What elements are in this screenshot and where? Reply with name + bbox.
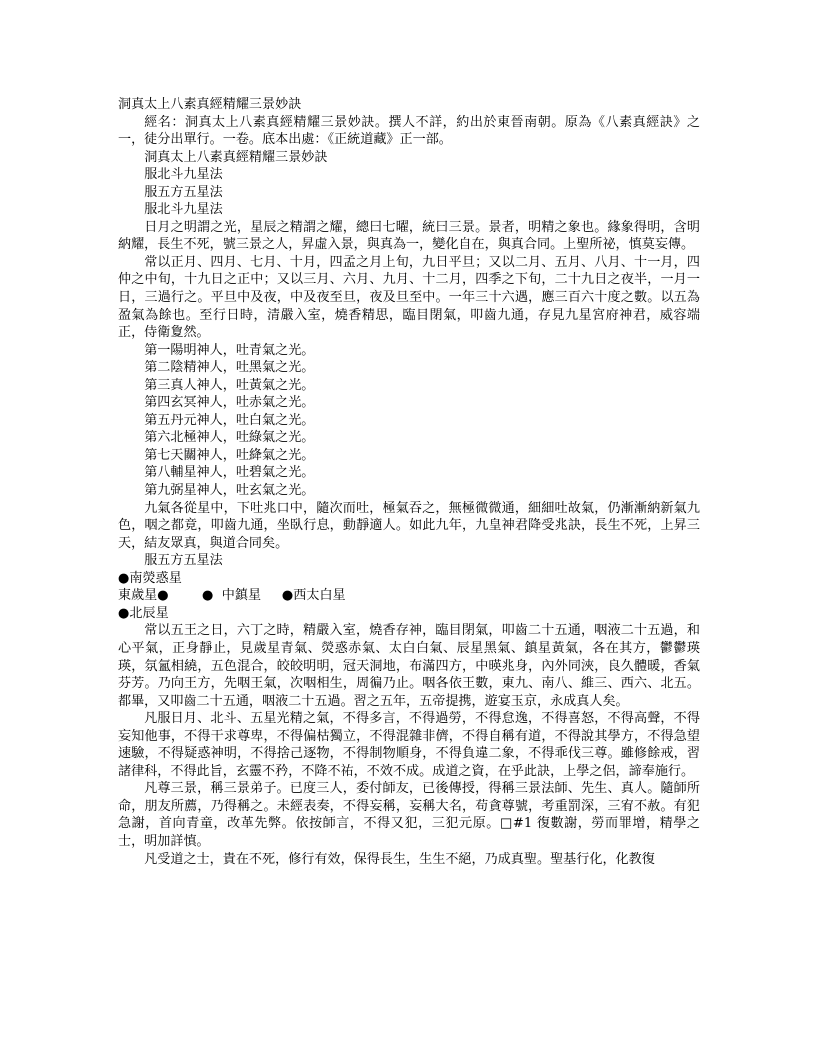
list-item: 第四玄冥神人，吐赤氣之光。 <box>144 395 315 411</box>
page-top-edge <box>0 0 816 1</box>
paragraph-prohibitions: 凡服日月、北斗、五星光精之氣，不得多言，不得過勞，不得怠逸，不得喜怒，不得高聲，不得妄知他事，不得干求尊卑，不得偏枯獨立，不得混雜非儕，不得自稱有道，不得說其學方，不得急望速驗，不得疑惑神明，不得捨己逐物，不得制物順身，不得負違二象，不得乖伐三尊。雖修餘戒，習諸律科，不得此旨，玄靈不矜，不降不祐，不效不成。成道之資，在乎此訣，上學之侶，諦奉施行。 <box>118 711 700 779</box>
list-item: 第一陽明神人，吐青氣之光。 <box>144 342 315 358</box>
document-body <box>118 96 700 868</box>
document-title: 洞真太上八素真經精耀三景妙訣 <box>118 97 302 112</box>
list-item: 第二陰精神人，吐黑氣之光。 <box>144 360 315 376</box>
list-item: 第七天關神人，吐絳氣之光。 <box>144 447 315 463</box>
paragraph-nine-breaths-method: 九氣各從星中，下吐兆口中，隨次而吐，極氣吞之，無極微微通，細細吐故氣，仍漸漸納新氣九色，咽之都竟，叩齒九通，坐臥行息，動靜適人。如此九年，九皇神君降受兆訣，長生不死，上昇三天，結友眾真，與道合同矣。 <box>118 500 700 551</box>
paragraph-light-and-radiance: 日月之明謂之光，星辰之精謂之耀，總曰七曜，統曰三景。景者，明精之象也。緣象得明，含明納耀，長生不死，號三景之人，昇虛入景，與真為一，變化自在，與真合同。上聖所祕，慎莫妄傳。 <box>118 219 700 253</box>
list-item: 第八輔星神人，吐碧氣之光。 <box>144 465 315 481</box>
list-item: 第九弼星神人，吐玄氣之光。 <box>144 483 315 499</box>
paragraph-receiving-the-dao: 凡受道之士，貴在不死，修行有效，保得長生，生生不絕，乃成真聖。聖基行化，化教復 <box>144 851 655 867</box>
toc-item-five-directions-five-stars: 服五方五星法 <box>144 184 223 200</box>
paragraph-practice-calendar: 常以正月、四月、七月、十月，四孟之月上旬，九日平旦；又以二月、五月、八月、十一月，四仲之中旬，十九日之正中；又以三月、六月、九月、十二月，四季之下旬，二十九日之夜半，一月一日，三過行之。平旦中及夜，中及夜至旦，夜及旦至中。一年三十六遇，應三百六十度之數。以五為盈氣為餘也。至行日時，清嚴入室，燒香精思，臨目閉氣，叩齒九通，存見九星宮府神君，威容端正，侍衛夐然。 <box>118 254 700 341</box>
section-heading-five-directions-five-stars: 服五方五星法 <box>144 553 223 569</box>
paragraph-five-star-breath-method: 常以五王之日，六丁之時，精嚴入室，燒香存神，臨目閉氣，叩齒二十五通，咽液二十五過，和心平氣，正身靜止，見歲星青氣、熒惑赤氣、太白白氣、辰星黑氣、鎮星黃氣，各在其方，鬱鬱瑛瑛，氛氳相繞，五色混合，皎皎明明，冠天洞地，布滿四方，中暎兆身，內外同浹，良久體暖，香氣芬芳。乃向王方，先咽王氣，次咽相生，周徧乃止。咽各依王數，東九、南八、維三、西六、北五。都畢，又叩齒二十五通，咽液二十五過。習之五年，五帝提携，遊宴玉京，永成真人矣。 <box>118 623 700 709</box>
section-heading-beidou-nine-stars: 服北斗九星法 <box>144 202 223 218</box>
title-repeat-line: 洞真太上八素真經精耀三景妙訣 <box>144 149 328 165</box>
toc-item-beidou-nine-stars: 服北斗九星法 <box>144 167 223 183</box>
star-diagram-row-north: ●北辰星 <box>118 605 169 621</box>
paragraph-titles-and-transmission: 凡尊三景，稱三景弟子。已度三人，委付師友，已後傳授，得稱三景法師、先生、真人。隨師所命，朋友所薦，乃得稱之。未經表奏，不得妄稱，妄稱大名，苟貪尊號，考重罰深，三宥不赦。有犯急謝，首向青童，改革先弊。依按師言，不得又犯，三犯元原。□#1 復數謝，勞而罪增，精學之士，明加詳慎。 <box>118 781 700 849</box>
colophon-paragraph: 經名：洞真太上八素真經精耀三景妙訣。撰人不詳，約出於東晉南朝。原為《八素真經訣》之一，徒分出單行。一卷。底本出處：《正統道藏》正一部。 <box>118 114 700 148</box>
star-diagram-row-south: ●南熒惑星 <box>118 570 182 586</box>
list-item: 第三真人神人，吐黃氣之光。 <box>144 377 315 393</box>
star-diagram-row-east-center-west: 東歲星● ● 中鎮星 ●西太白星 <box>118 588 346 604</box>
list-item: 第六北極神人，吐綠氣之光。 <box>144 430 315 446</box>
list-item: 第五丹元神人，吐白氣之光。 <box>144 412 315 428</box>
